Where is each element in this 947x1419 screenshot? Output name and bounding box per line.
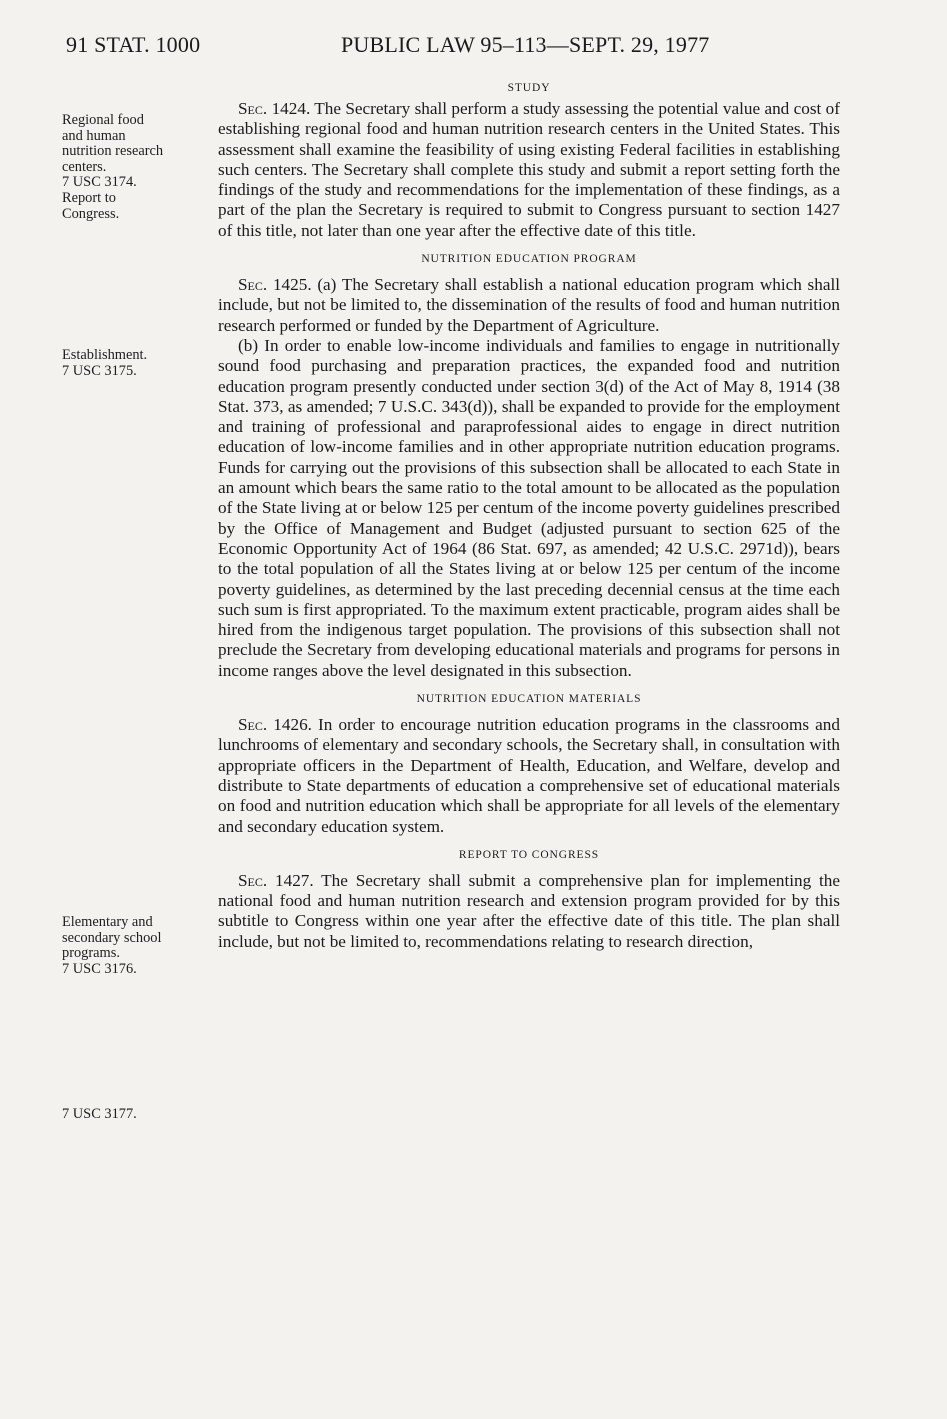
section-label: Sec. (238, 870, 268, 890)
margin-note-line: Report to (62, 189, 116, 206)
margin-note-line: 7 USC 3176. (62, 960, 137, 977)
section-1425b-paragraph: (b) In order to enable low-income individuals and families to engage in nutritionally sound food purchasing and preparation practices, the expanded food and nutrition education program presently conducted under section 3(d) of the Act of May 8, 1914 (38 Stat. 373, as amended; 7 U.S.C. 343(d)), shall be expanded to provide for the employment and training of professional and paraprofessional aides to engage in direct nutrition education of low-income families and in other appropriate nutrition education programs. Funds for carrying out the provisions of this subsection shall be allocated to each State in an amount which bears the same ratio to the total amount to be allocated as the population of the State living at or below 125 per centum of the income poverty guidelines prescribed by the Office of Management and Budget (adjusted pursuant to section 625 of the Economic Opportunity Act of 1964 (86 Stat. 697, as amended; 42 U.S.C. 2971d)), bears to the total population of all the States living at or below 125 per centum of the income poverty guidelines, as determined by the last preceding decennial census at the time each such sum is first appropriated. To the maximum extent practicable, program aides shall be hired from the indigenous target population. The provisions of this subsection shall not preclude the Secretary from developing educational materials and programs for persons in income ranges above the level designated in this subsection. (218, 335, 840, 680)
margin-note-report (62, 1107, 202, 1123)
margin-note-line: Regional food (62, 112, 144, 128)
margin-note-line: and human (62, 127, 126, 144)
section-label: Sec. (238, 275, 268, 295)
margin-note-regional-centers (62, 113, 202, 222)
section-1425a-paragraph (218, 275, 840, 336)
section-1426-paragraph (218, 715, 840, 837)
margin-note-line: centers. (62, 158, 107, 175)
stat-page-number: 91 STAT. 1000 (66, 32, 201, 57)
margin-note-line: Elementary and (62, 914, 153, 930)
margin-note-line: 7 USC 3177. (62, 1106, 137, 1122)
section-heading-report: REPORT TO CONGRESS (458, 848, 600, 861)
statute-text-column (218, 80, 840, 952)
section-label: Sec. (238, 715, 268, 735)
margin-note-line: nutrition research (62, 143, 164, 160)
section-heading-study: STUDY (507, 82, 551, 94)
running-title: PUBLIC LAW 95–113—SEPT. 29, 1977 (341, 32, 710, 57)
section-1425a-text: 1425. (a) The Secretary shall establish a national education program which shall include, but not be limited to, the dissemination of the results of food and human nutrition research performed or funded by the Department of Agriculture. (218, 275, 841, 335)
margin-note-elementary-programs (62, 915, 202, 977)
section-1427-paragraph (218, 871, 840, 952)
section-heading-program: NUTRITION EDUCATION PROGRAM (421, 253, 637, 266)
section-1427-text: 1427. The Secretary shall submit a comprehensive plan for implementing the national food and human nutrition research and extension program provided for by this subtitle to Congress within one year after the effective date of this title. The plan shall include, but not be limited to, recommendations relating to research direction, (218, 870, 841, 951)
margin-note-line: Congress. (62, 205, 120, 222)
section-heading-materials: NUTRITION EDUCATION MATERIALS (416, 693, 642, 706)
margin-note-line: 7 USC 3175. (62, 362, 137, 379)
section-1424-text: 1424. The Secretary shall perform a study assessing the potential value and cost of establishing regional food and human nutrition research centers in the United States. This assessment shall examine the feasibility of using existing Federal facilities in establishing such centers. The Secretary shall complete this study and submit a report setting forth the findings of the study and recommendations for the implementation of these findings, as a part of the plan the Secretary is required to submit to Congress pursuant to section 1427 of this title, not later than one year after the effective date of this title. (218, 99, 840, 240)
margin-note-line: secondary school (62, 929, 162, 946)
margin-note-line: programs. (62, 945, 120, 962)
margin-note-establishment (62, 348, 202, 379)
section-label: Sec. (238, 99, 268, 118)
margin-note-line: 7 USC 3174. (62, 174, 137, 191)
margin-note-line: Establishment. (62, 347, 148, 363)
section-1424-paragraph (218, 99, 840, 241)
section-1426-text: 1426. In order to encourage nutrition education programs in the classrooms and lunchrooms of elementary and secondary schools, the Secretary shall, in consultation with appropriate officers in the Department of Health, Education, and Welfare, develop and distribute to State departments of education a comprehensive set of educational materials on food and nutrition education which shall be appropriate for all levels of the elementary and secondary education system. (218, 715, 840, 836)
